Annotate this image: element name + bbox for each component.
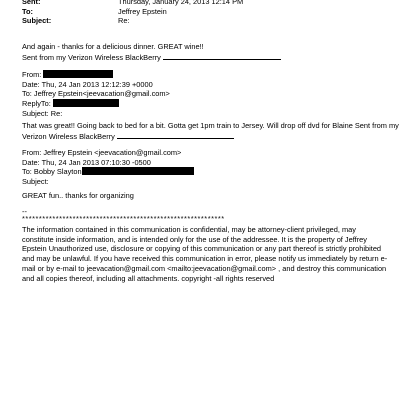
quote-1-replyto-line <box>22 99 388 109</box>
message-body-2 <box>22 121 399 141</box>
quote-2-date-line: Date: Thu, 24 Jan 2013 07:10:30 -0500 <box>22 157 151 167</box>
quoted-header-2 <box>22 148 388 187</box>
message-body-1 <box>22 42 388 62</box>
redaction-box <box>53 99 119 107</box>
quote-1-from-line <box>22 70 388 80</box>
message-body-3 <box>22 191 388 201</box>
message-2-line-1: That was great!! Going back to bed for a bit. Gotta get 1pm train to Jersey. Will drop off dvd for Blaine Sent from my <box>22 121 399 130</box>
message-1-signature: Sent from my Verizon Wireless BlackBerry <box>22 52 161 62</box>
quoted-header-1 <box>22 70 388 119</box>
to-value: Jeffrey Epstein <box>118 6 167 16</box>
subject-value: Re: <box>118 16 130 26</box>
message-2-signature: Verizon Wireless BlackBerry <box>22 131 115 141</box>
signature-underline <box>163 52 281 60</box>
quote-1-replyto-label: ReplyTo: <box>22 99 51 109</box>
redaction-box <box>82 167 194 175</box>
to-label: To: <box>22 6 33 16</box>
signature-underline <box>117 131 234 139</box>
quote-2-to-text: To: Bobby Slayton <box>22 167 82 177</box>
sent-value: Thursday, January 24, 2013 12:14 PM <box>118 0 244 6</box>
quote-1-subject-line: Subject: Re: <box>22 108 63 118</box>
confidentiality-disclaimer: The information contained in this communication is confidential, may be attorney-client privileged, may constitute inside information, and is intended only for the use of the addressee. It is the property of Jeffrey Epstein Unauthorized use, disclosure or copying of this communication or any part thereof is strictly prohibited and may be unlawful. If you have received this communication in error, please notify us immediately by return e-mail or by e-mail to jeevacation@gmail.com <mailto:jeevacation@gmail.com> , and destroy this communication and all copies thereof, including all attachments. copyright -all rights reserved <box>22 225 388 283</box>
quote-1-from-label: From: <box>22 70 42 79</box>
subject-label: Subject: <box>22 16 52 26</box>
message-3-line-1: GREAT fun.. thanks for organizing <box>22 191 134 200</box>
quote-1-to-line: To: Jeffrey Epstein<jeevacation@gmail.com> <box>22 89 170 99</box>
message-2-line-2 <box>22 131 388 142</box>
quote-1-date-line: Date: Thu, 24 Jan 2013 12:12:39 +0000 <box>22 79 153 89</box>
separator-dots: -- <box>22 207 27 216</box>
message-1-line-1: And again - thanks for a delicious dinner. GREAT wine!! <box>22 42 204 51</box>
message-1-line-2 <box>22 52 388 63</box>
sent-label: Sent: <box>22 0 41 6</box>
disclaimer-separator <box>22 208 388 222</box>
separator-stars: ************************************************************ <box>22 214 225 223</box>
quote-2-from-line: From: Jeffrey Epstein <jeevacation@gmail.com> <box>22 148 182 157</box>
redaction-box <box>43 70 113 78</box>
quote-2-to-line <box>22 167 388 177</box>
quote-2-subject-line: Subject: <box>22 177 49 187</box>
